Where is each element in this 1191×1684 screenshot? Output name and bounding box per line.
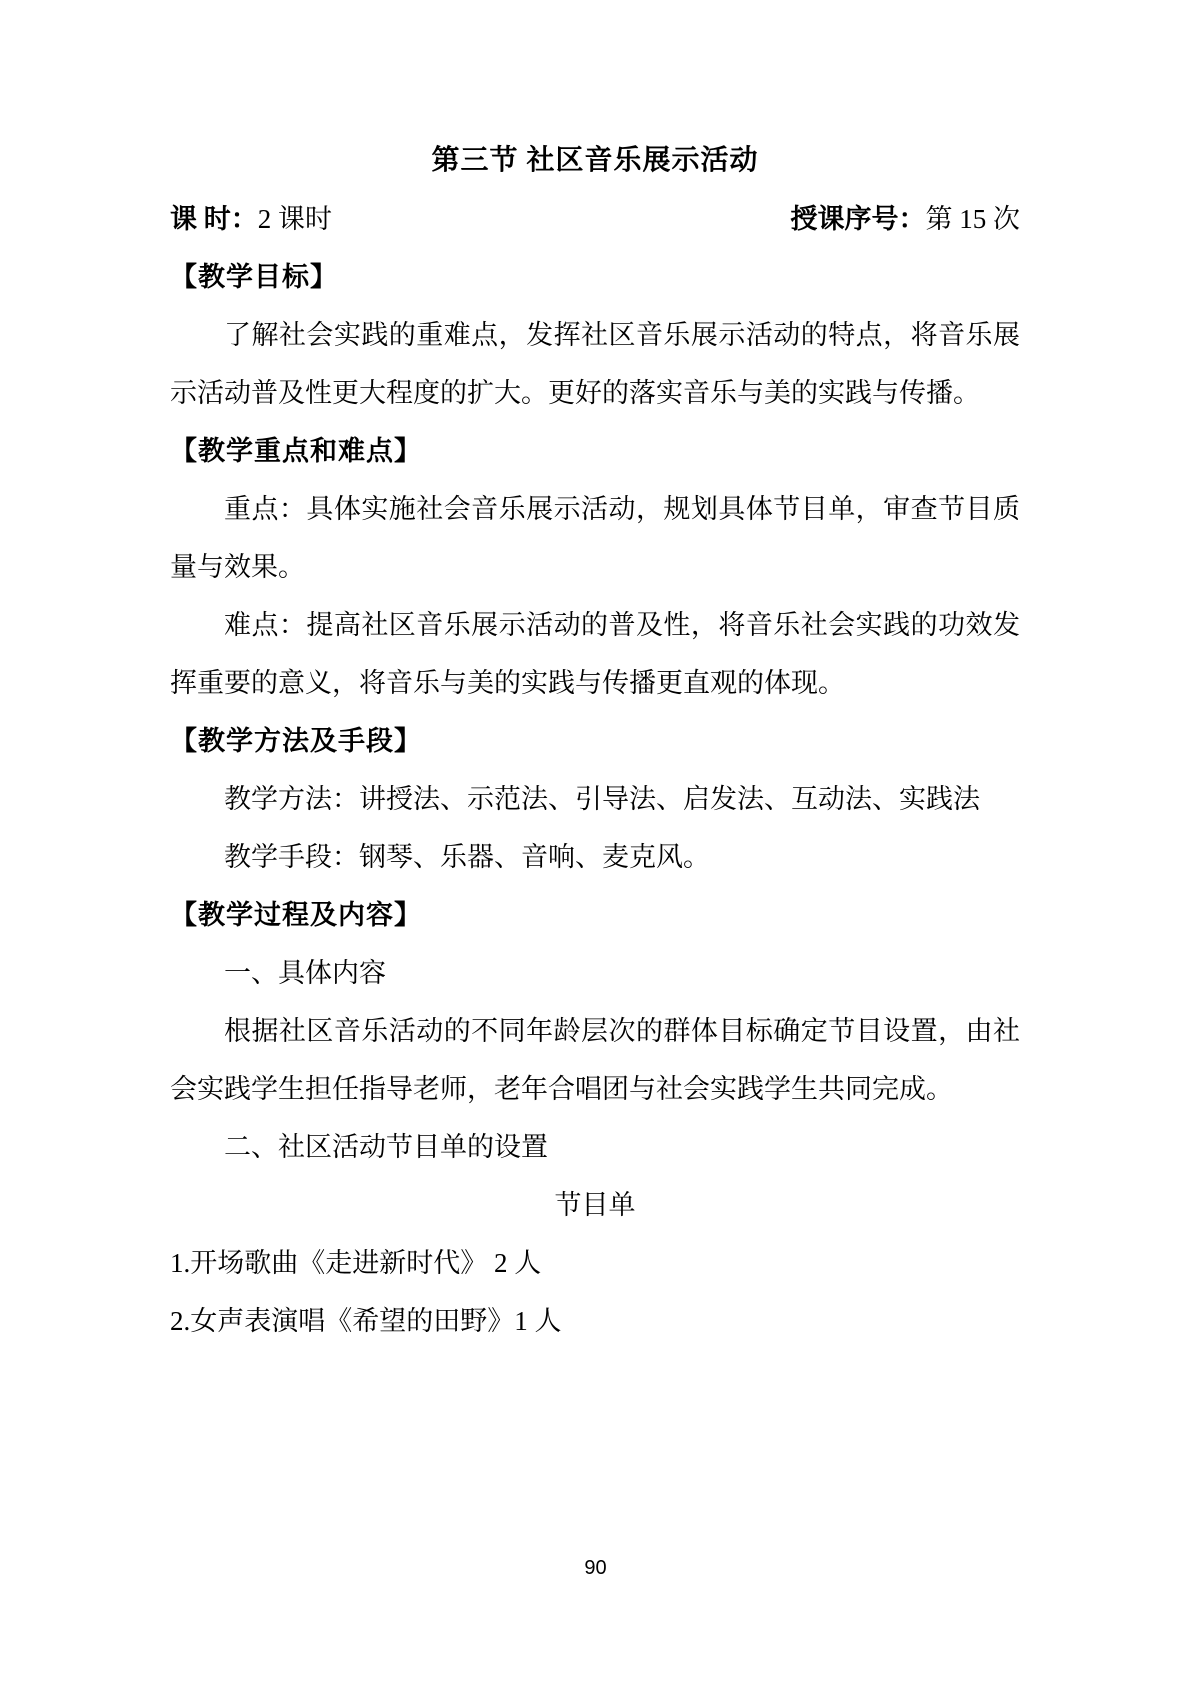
meta-row [170,190,1020,248]
page-title: 第三节 社区音乐展示活动 [431,145,759,176]
session-number-value: 第 15 次 [925,204,1020,234]
session-number-label: 授课序号： [790,204,926,234]
program-item-1: 1.开场歌曲《走进新时代》 2 人 [170,1248,542,1278]
section-heading-methods: 【教学方法及手段】 [170,726,422,756]
section-heading-objectives: 【教学目标】 [170,262,338,292]
teaching-methods-paragraph: 教学方法：讲授法、示范法、引导法、启发法、互动法、实践法 [224,784,980,814]
session-number [791,190,1021,248]
objectives-paragraph: 了解社会实践的重难点，发挥社区音乐展示活动的特点，将音乐展示活动普及性更大程度的扩大。更好的落实音乐与美的实践与传播。 [170,320,1020,408]
difficult-point-paragraph: 难点：提高社区音乐展示活动的普及性，将音乐社会实践的功效发挥重要的意义，将音乐与美的实践与传播更直观的体现。 [170,610,1020,698]
program-list-title: 节目单 [554,1190,636,1220]
class-hours [170,190,332,248]
process-detail-paragraph: 根据社区音乐活动的不同年龄层次的群体目标确定节目设置，由社会实践学生担任指导老师，老年合唱团与社会实践学生共同完成。 [170,1016,1020,1104]
process-item-two: 二、社区活动节目单的设置 [224,1132,548,1162]
key-point-paragraph: 重点：具体实施社会音乐展示活动，规划具体节目单，审查节目质量与效果。 [170,494,1020,582]
class-hours-label: 课 时： [170,204,258,234]
page-number: 90 [584,1557,607,1579]
process-item-one: 一、具体内容 [224,958,386,988]
program-item-2: 2.女声表演唱《希望的田野》1 人 [170,1306,562,1336]
section-heading-process: 【教学过程及内容】 [170,900,422,930]
teaching-tools-paragraph: 教学手段：钢琴、乐器、音响、麦克风。 [224,842,710,872]
section-heading-key-points: 【教学重点和难点】 [170,436,422,466]
class-hours-value: 2 课时 [257,204,332,234]
